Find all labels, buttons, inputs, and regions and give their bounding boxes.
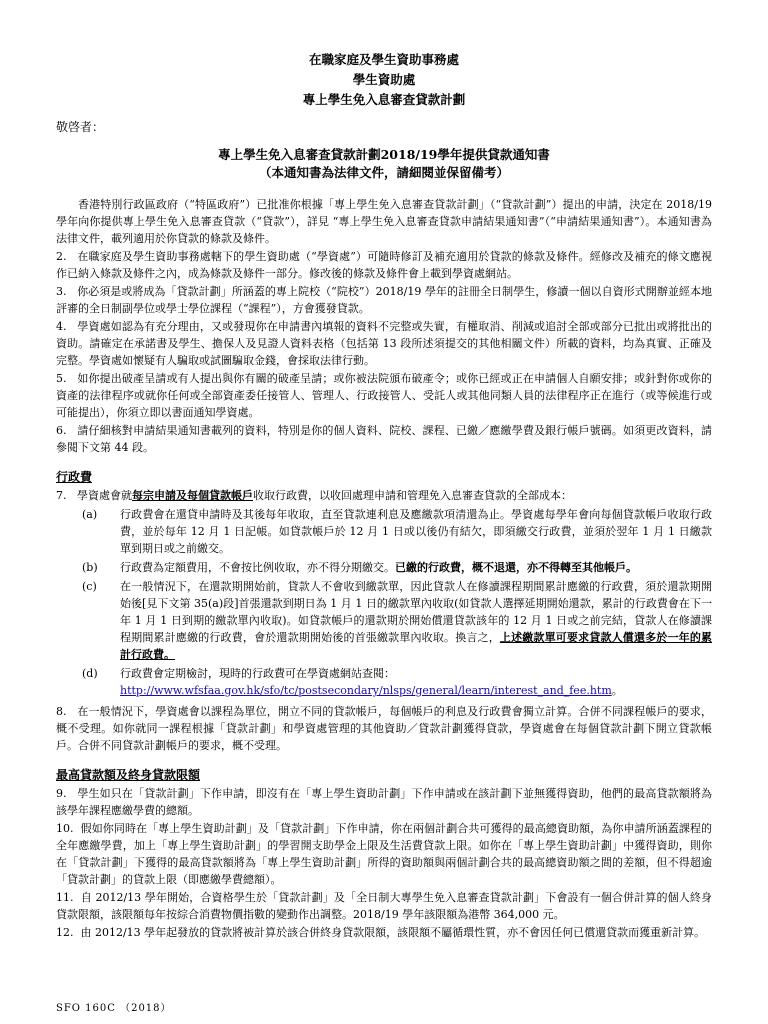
p7-emphasis: 每宗申請及每個貸款帳戶 — [132, 489, 253, 502]
paragraph-10: 10. 假如你同時在「專上學生資助計劃」及「貸款計劃」下作申請，你在兩個計劃合共可獲得的最高總資助額，為你申請所涵蓋課程的全年應繳學費，加上「專上學生資助計劃」的學習開支助學金上限及生活費貸款上限。如你在「專上學生資助計劃」中獲得資助，則你在「貸款計劃」下獲得的最高貸款額將為「專上學生資助計劃」所得的資助額與兩個計劃合共的最高總資助額之間的差額，但不得超逾「貸款計劃」的貸款上限（即應繳學費總額）。 — [56, 822, 712, 886]
paragraph-3: 3. 你必須是或將成為「貸款計劃」所涵蓋的專上院校（“院校”）2018/19 學年的註冊全日制學生，修讀一個以自資形式開辦並經本地評審的全日制副學位或學士學位課程（“課程”），方會獲發貸款。 — [56, 285, 712, 315]
p7-prefix: 7. 學資處會就 — [56, 489, 132, 502]
clause-d-text: 行政費會定期檢討，現時的行政費可在學資處網站查閱： — [120, 667, 395, 680]
paragraph-2: 2. 在職家庭及學生資助事務處轄下的學生資助處（“學資處”）可隨時修訂及補充適用於貸款的條款及條件。經修改及補充的條文應視作已納入條款及條件之內，成為條款及條件一部分。修改後的條款及條件會上載到學資處網站。 — [56, 250, 712, 280]
paragraph-12: 12. 由 2012/13 學年起發放的貸款將被計算於該合併終身貸款限額，該限額不屬循環性質，亦不會因任何已償還貸款而獲重新計算。 — [56, 926, 706, 939]
clause-d-end: 。 — [611, 684, 623, 697]
letterhead — [56, 50, 712, 110]
clause-c-body — [120, 578, 712, 663]
salutation: 敬啓者： — [56, 120, 105, 134]
paragraph-5: 5. 如你提出破產呈請或有人提出與你有關的破產呈請；或你被法院頒布破產令；或你已經或正在申請個人自願安排；或針對你或你的資產的法律程序或就你任何或全部資產委任接管人、管理人、行政接管人、受託人或其他同類人員的法律程序正在進行（或等候進行或可能提出），你須立即以書面通知學資處。 — [56, 372, 712, 419]
p7-suffix: 收取行政費，以收回處理申請和管理免入息審查貸款的全部成本： — [253, 489, 572, 502]
clause-b — [82, 559, 712, 576]
intro-paragraph: 香港特別行政區政府（“特區政府”）已批准你根據「專上學生免入息審查貸款計劃」（“貸款計劃”）提出的申請，決定在 2018/19 學年向你提供專上學生免入息審查貸款（“貸款”），詳見 “專上學生免入息審查貸款申請結果通知書”（“申請結果通知書”）。本通知書為法律文件，載列適用於你貸款的條款及條件。 — [56, 198, 712, 245]
clause-c — [82, 578, 712, 663]
agency-name: 學生資助處 — [352, 72, 416, 87]
paragraph-6: 6. 請仔細核對申請結果通知書載列的資料，特別是你的個人資料、院校、課程、已繳／應繳學費及銀行帳戶號碼。如須更改資料，請參閱下文第 44 段。 — [56, 424, 712, 454]
clause-a-label: (a) — [82, 508, 98, 521]
office-name: 在職家庭及學生資助事務處 — [308, 52, 459, 67]
clause-c-label: (c) — [82, 580, 97, 593]
paragraph-9: 9. 學生如只在「貸款計劃」下作申請，即沒有在「專上學生資助計劃」下作申請或在該計劃下並無獲得資助，他們的最高貸款額將為該學年課程應繳學費的總額。 — [56, 787, 712, 817]
section-heading-loan-limit: 最高貸款額及終身貸款限額 — [56, 768, 201, 782]
form-code: SFO 160C （2018） — [56, 1003, 172, 1014]
clause-c-text: 在一般情況下，在還款期開始前，貸款人不會收到繳款單，因此貸款人在修讀課程期間累計應繳的行政費，須於還款期開始後[見下文第 35(a)段]首張還款到期日為 1 月 1 日的繳款單內收取(如貸款人選擇延期開始還款，累計的行政費會在下一年 1 月 1 日到期的繳款單內收取)。如貸款帳戶的還款期於開始償還貸款該年的 12 月 1 日或之前完結，貸款人在修讀課程期間累計應繳的行政費，會於還款期開始後的首張繳款單內收取。換言之， — [120, 580, 712, 644]
clause-c-emphasis: 上述繳款單可要求貸款人償還多於一年的累計行政費。 — [120, 631, 713, 661]
clause-a — [82, 506, 712, 557]
fee-info-link[interactable]: http://www.wfsfaa.gov.hk/sfo/tc/postsecondary/nlsps/general/learn/interest_and_fee.htm — [120, 684, 612, 697]
paragraph-7 — [56, 487, 712, 504]
clause-d-label: (d) — [82, 667, 98, 680]
title-line-2: （本通知書為法律文件，請細閱並保留備考） — [258, 165, 509, 180]
clause-b-emphasis: 已繳的行政費，概不退還，亦不得轉至其他帳戶。 — [395, 561, 637, 574]
clause-d-body — [120, 665, 712, 699]
clause-d — [82, 665, 712, 699]
paragraph-4: 4. 學資處如認為有充分理由，又或發現你在申請書內填報的資料不完整或失實，有權取消、削減或追討全部或部分已批出或將批出的資助。請確定在承諾書及學生、擔保人及見證人資料表格（包括第 13 段所述須提交的其他相關文件）所載的資料，均為真實、正確及完整。學資處如懷疑有人騙取或試圖騙取金錢，會採取法律行動。 — [56, 320, 712, 367]
paragraph-8: 8. 在一般情況下，學資處會以課程為單位，開立不同的貸款帳戶，每個帳戶的利息及行政費會獨立計算。合併不同課程帳戶的要求，概不受理。如你就同一課程根據「貸款計劃」和學資處管理的其他資助／貸款計劃獲得貸款，學資處會在每個貸款計劃下開立貸款帳戶。合併不同貸款計劃帳戶的要求，概不受理。 — [56, 705, 712, 752]
paragraph-11: 11. 自 2012/13 學年開始，合資格學生於「貸款計劃」及「全日制大專學生免入息審查貸款計劃」下會設有一個合併計算的個人終身貸款限額，該限額每年按綜合消費物價指數的變動作出調整。2018/19 學年該限額為港幣 364,000 元。 — [56, 891, 712, 921]
clause-b-text: 行政費為定額費用，不會按比例收取，亦不得分期繳交。 — [120, 561, 395, 574]
clause-b-body — [120, 559, 712, 576]
notice-title — [56, 146, 712, 182]
title-line-1: 專上學生免入息審查貸款計劃2018/19學年提供貸款通知書 — [218, 147, 550, 162]
scheme-name: 專上學生免入息審查貸款計劃 — [302, 92, 466, 107]
clause-b-label: (b) — [82, 561, 98, 574]
clause-a-text: 行政費會在還貸申請時及其後每年收取，直至貸款連利息及應繳款項清還為止。學資處每學年會向每個貸款帳戶收取行政費，並於每年 12 月 1 日記帳。如貸款帳戶於 12 月 1 日或以後仍有結欠，即須繳交行政費，並須於翌年 1 月 1 日繳款單到期日或之前繳交。 — [120, 508, 712, 555]
section-heading-admin-fee: 行政費 — [56, 470, 93, 484]
